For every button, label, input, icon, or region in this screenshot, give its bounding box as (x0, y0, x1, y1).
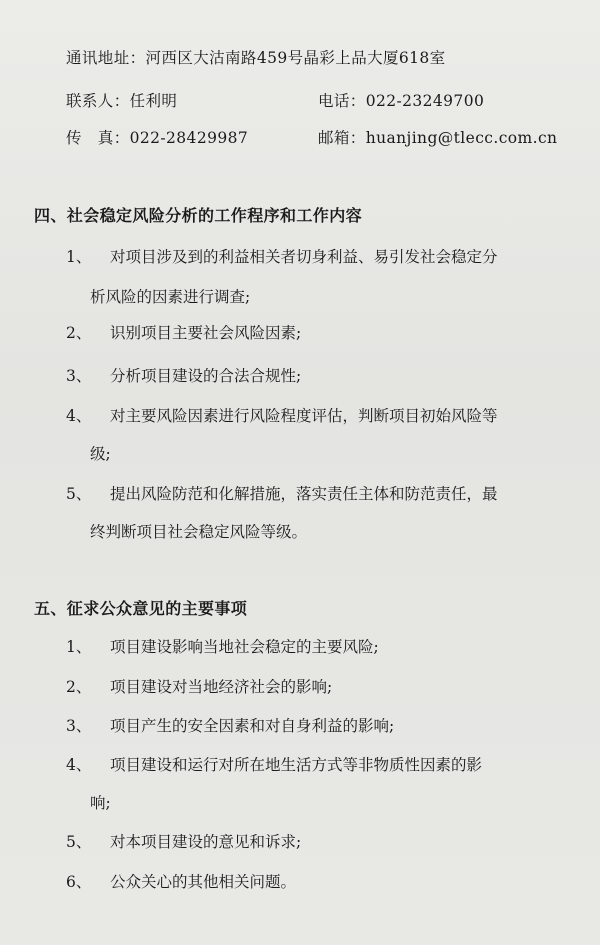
address-label: 通讯地址： (66, 49, 146, 67)
section4-item4-continuation: 级; (90, 445, 111, 463)
email-value: huanjing@tlecc.com.cn (365, 129, 558, 147)
email-line (318, 128, 557, 148)
section4-item3-text: 分析项目建设的合法合规性; (110, 367, 302, 385)
phone-label: 电话： (318, 92, 366, 110)
section5-title: 五、征求公众意见的主要事项 (34, 599, 248, 618)
section5-item5-number: 5、 (66, 833, 92, 851)
section5-item6-number: 6、 (66, 873, 92, 891)
section5-item4-number: 4、 (66, 756, 92, 774)
fax-label: 传 真： (66, 129, 130, 147)
section4-item4-number: 4、 (66, 407, 92, 425)
section4-item5-number: 5、 (66, 485, 92, 503)
address-line (66, 48, 446, 68)
section5-item4-continuation: 响; (90, 794, 111, 812)
section4-item5-text: 提出风险防范和化解措施，落实责任主体和防范责任，最 (110, 485, 498, 503)
section4-item1-text: 对项目涉及到的利益相关者切身利益、易引发社会稳定分 (110, 248, 498, 266)
section5-item1-number: 1、 (66, 638, 92, 656)
section5-item6-text: 公众关心的其他相关问题。 (110, 873, 297, 891)
section4-item1-number: 1、 (66, 248, 92, 266)
section5-item2-number: 2、 (66, 678, 92, 696)
section4-title: 四、社会稳定风险分析的工作程序和工作内容 (34, 206, 363, 225)
phone-line (318, 91, 484, 111)
section5-item2-text: 项目建设对当地经济社会的影响; (110, 678, 333, 696)
section4-item5-continuation: 终判断项目社会稳定风险等级。 (90, 523, 308, 541)
section5-item4-text: 项目建设和运行对所在地生活方式等非物质性因素的影 (110, 756, 483, 774)
section4-item2-text: 识别项目主要社会风险因素; (110, 324, 302, 342)
section5-item3-number: 3、 (66, 717, 92, 735)
section5-item3-text: 项目产生的安全因素和对自身利益的影响; (110, 717, 395, 735)
section5-item1-text: 项目建设影响当地社会稳定的主要风险; (110, 638, 379, 656)
phone-value: 022-23249700 (365, 92, 485, 110)
fax-value: 022-28429987 (129, 129, 249, 147)
section5-item5-text: 对本项目建设的意见和诉求; (110, 833, 302, 851)
person-value: 任利明 (129, 92, 178, 110)
section4-item2-number: 2、 (66, 324, 92, 342)
fax-line (66, 128, 248, 148)
section4-item1-continuation: 析风险的因素进行调查; (90, 288, 251, 306)
contact-person-line (66, 91, 177, 111)
section4-item4-text: 对主要风险因素进行风险程度评估，判断项目初始风险等 (110, 407, 498, 425)
address-value: 河西区大沽南路459号晶彩上品大厦618室 (145, 49, 446, 67)
email-label: 邮箱： (318, 129, 366, 147)
section4-item3-number: 3、 (66, 367, 92, 385)
person-label: 联系人： (66, 92, 130, 110)
